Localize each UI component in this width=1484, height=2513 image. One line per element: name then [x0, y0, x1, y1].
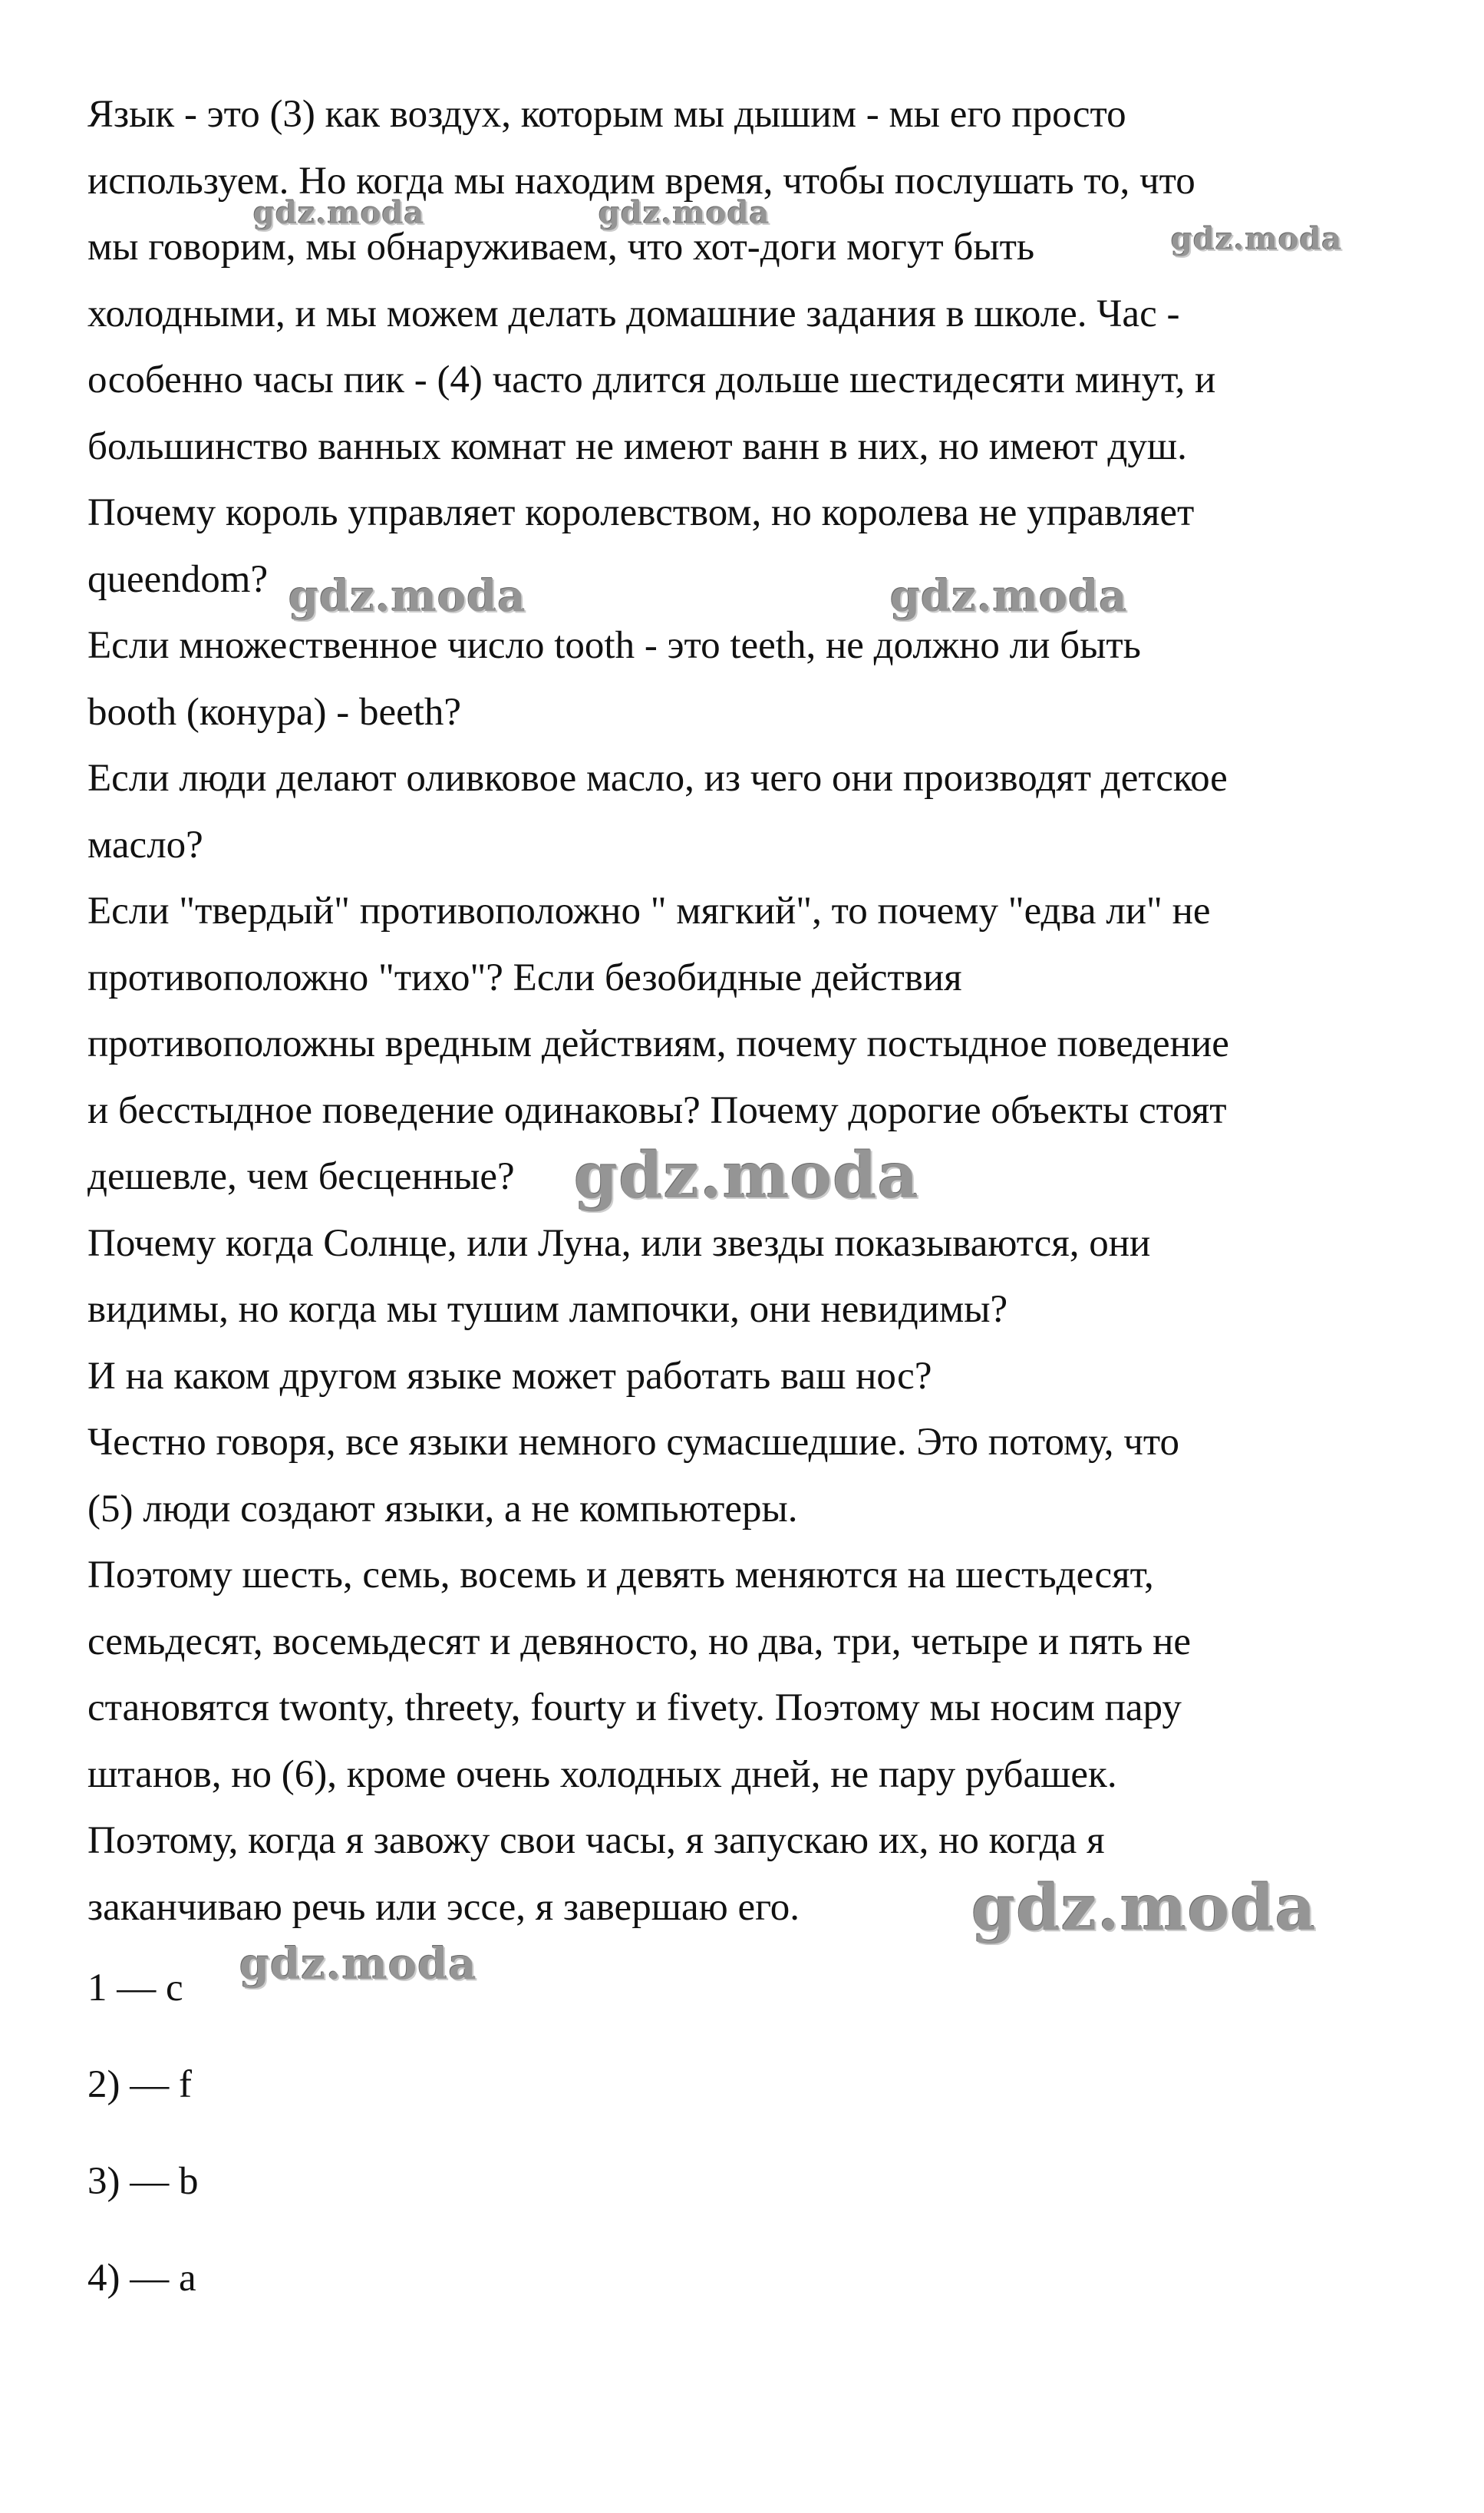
watermark: gdz.moda [239, 1939, 477, 1990]
text-line: Язык - это (3) как воздух, которым мы дышим - мы его просто [87, 93, 1126, 136]
text-line: и бесстыдное поведение одинаковы? Почему дорогие объекты стоят [87, 1088, 1227, 1132]
text-line: противоположно "тихо"? Если безобидные действия [87, 956, 962, 999]
text-line: Почему когда Солнце, или Луна, или звезды показываются, они [87, 1221, 1151, 1265]
text-line: Если люди делают оливковое масло, из чего они производят детское [87, 757, 1228, 800]
answer-item: 4) — a [87, 2257, 196, 2300]
answer-item: 3) — b [87, 2160, 199, 2203]
answer-item: 2) — f [87, 2063, 192, 2106]
text-line: используем. Но когда мы находим время, чтобы послушать то, что [87, 159, 1195, 203]
text-line: Поэтому, когда я завожу свои часы, я запускаю их, но когда я [87, 1819, 1105, 1862]
document-body [87, 81, 1407, 1940]
text-line: семьдесят, восемьдесят и девяносто, но два, три, четыре и пять не [87, 1620, 1192, 1663]
text-line: booth (конура) - beeth? [87, 690, 462, 734]
text-line: холодными, и мы можем делать домашние задания в школе. Час - [87, 292, 1180, 335]
text-line: особенно часы пик - (4) часто длится дольше шестидесяти минут, и [87, 358, 1216, 401]
text-line: queendom? [87, 557, 269, 601]
watermark: gdz.moda [1171, 221, 1343, 257]
watermark: gdz.moda [253, 195, 425, 231]
text-line: видимы, но когда мы тушим лампочки, они невидимы? [87, 1288, 1008, 1331]
watermark: gdz.moda [890, 571, 1128, 622]
text-line: заканчиваю речь или эссе, я завершаю его. [87, 1885, 800, 1929]
answer-item: 1 — c [87, 1966, 183, 2009]
text-line: Если множественное число tooth - это teeth, не должно ли быть [87, 624, 1141, 667]
text-line: штанов, но (6), кроме очень холодных дней, не пару рубашек. [87, 1752, 1117, 1796]
text-line: Честно говоря, все языки немного сумасшедшие. Это потому, что [87, 1421, 1179, 1464]
text-line: Если "твердый" противоположно " мягкий", то почему "едва ли" не [87, 890, 1211, 933]
text-line: становятся twonty, threety, fourty и fivety. Поэтому мы носим пару [87, 1686, 1182, 1729]
text-line: Почему король управляет королевством, но королева не управляет [87, 491, 1195, 534]
text-line: И на каком другом языке может работать ваш нос? [87, 1354, 932, 1398]
watermark: gdz.moda [599, 195, 770, 231]
text-line: противоположны вредным действиям, почему постыдное поведение [87, 1022, 1229, 1065]
watermark: gdz.moda [574, 1139, 919, 1213]
text-line: мы говорим, мы обнаруживаем, что хот-доги могут быть [87, 226, 1035, 269]
text-line: Поэтому шесть, семь, восемь и девять меняются на шестьдесят, [87, 1554, 1154, 1597]
text-line: дешевле, чем бесценные? [87, 1155, 515, 1198]
watermark: gdz.moda [971, 1871, 1317, 1945]
text-line: (5) люди создают языки, а не компьютеры. [87, 1487, 798, 1531]
text-line: большинство ванных комнат не имеют ванн в них, но имеют душ. [87, 424, 1187, 468]
watermark: gdz.moda [289, 571, 526, 622]
text-line: масло? [87, 823, 203, 867]
